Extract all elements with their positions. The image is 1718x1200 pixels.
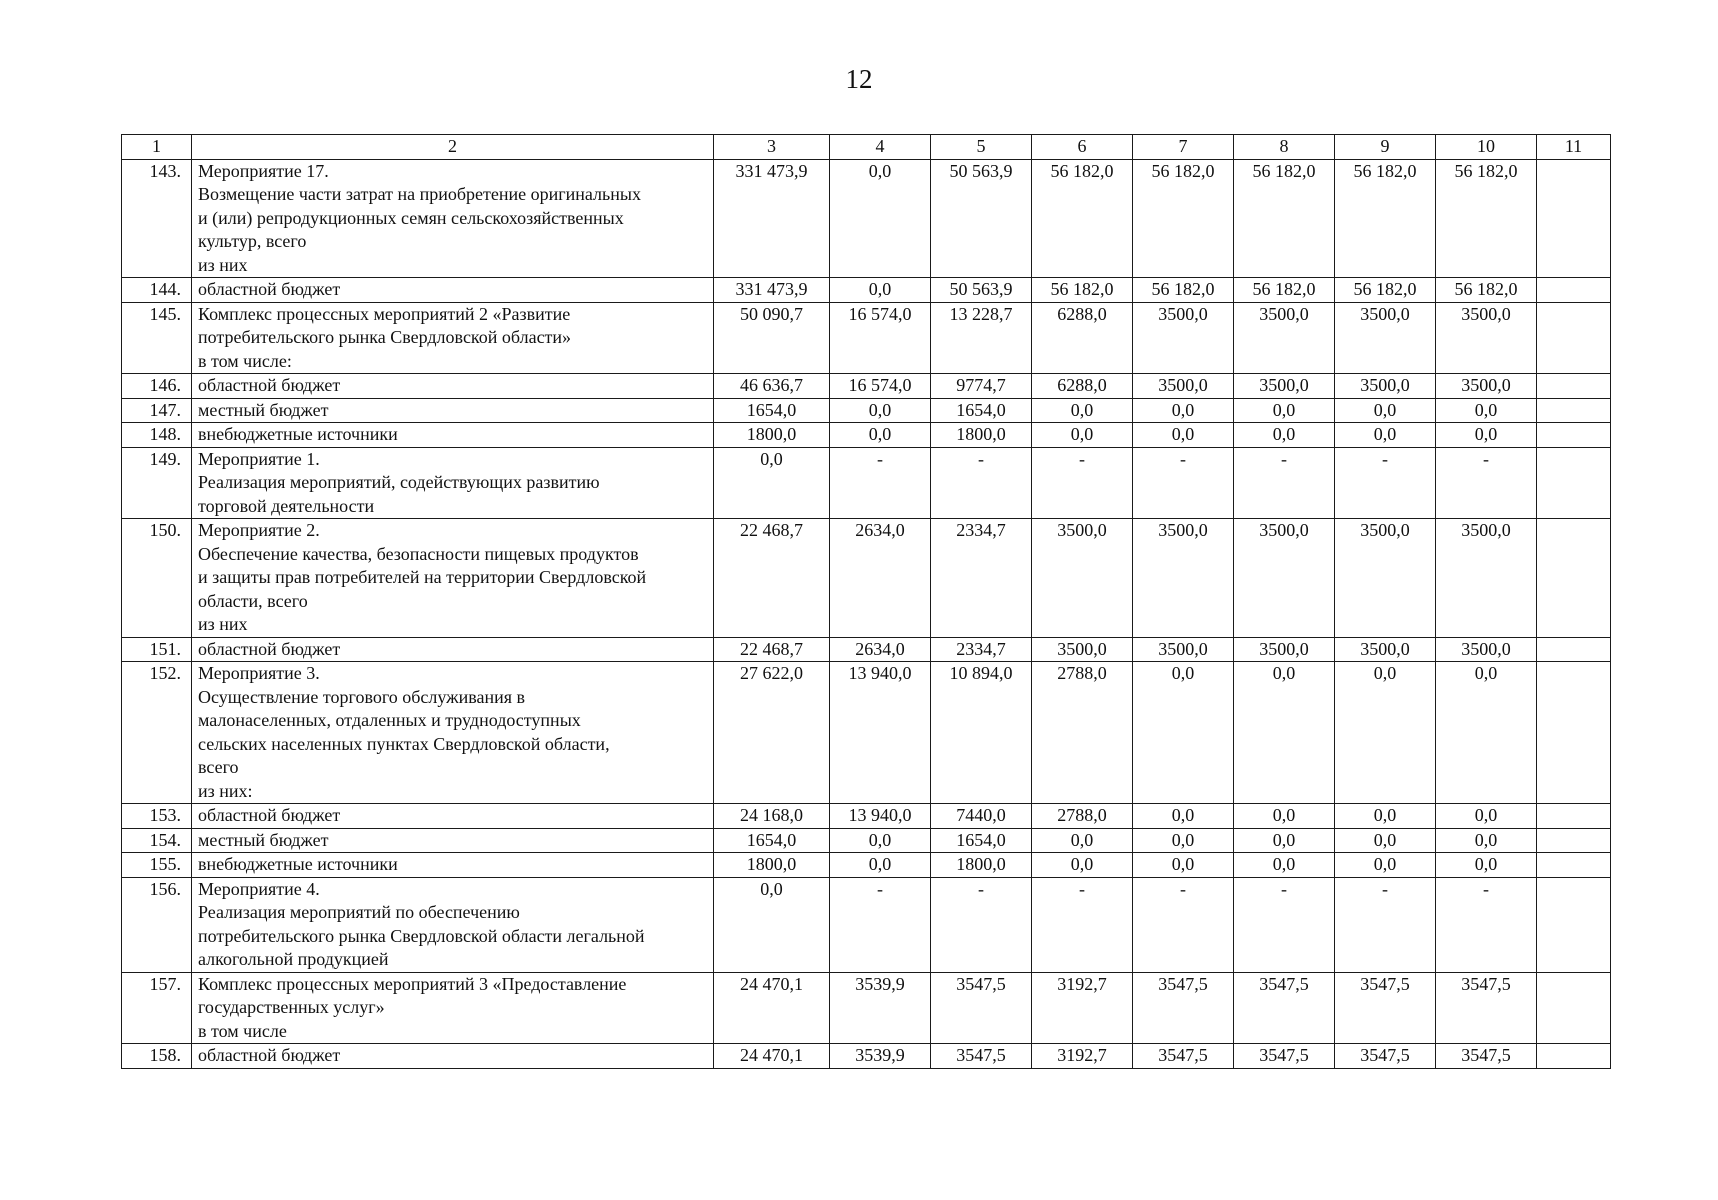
value-cell: -	[1234, 877, 1335, 972]
value-cell: 22 468,7	[714, 637, 830, 662]
table-row	[122, 828, 1611, 853]
table-row	[122, 447, 1611, 519]
value-cell: 22 468,7	[714, 519, 830, 638]
value-cell: 10 894,0	[931, 662, 1032, 804]
row-number: 153.	[122, 804, 192, 829]
table-row	[122, 877, 1611, 972]
value-cell: 1654,0	[714, 398, 830, 423]
value-cell: 24 470,1	[714, 1044, 830, 1069]
table-row	[122, 637, 1611, 662]
value-cell: 50 090,7	[714, 302, 830, 374]
value-cell: 331 473,9	[714, 159, 830, 278]
value-cell	[1537, 398, 1611, 423]
value-cell: 3500,0	[1436, 374, 1537, 399]
column-header: 3	[714, 135, 830, 160]
value-cell: 3500,0	[1234, 374, 1335, 399]
row-number: 143.	[122, 159, 192, 278]
value-cell: 0,0	[1436, 662, 1537, 804]
description-line: из них:	[198, 780, 253, 801]
row-number: 144.	[122, 278, 192, 303]
description-line: Мероприятие 1.	[198, 448, 320, 469]
value-cell: 3192,7	[1032, 972, 1133, 1044]
value-cell: 0,0	[1234, 662, 1335, 804]
row-description	[192, 519, 714, 638]
value-cell: 0,0	[714, 447, 830, 519]
value-cell: 3539,9	[830, 972, 931, 1044]
description-line: и (или) репродукционных семян сельскохозяйственных	[198, 207, 624, 228]
value-cell: 0,0	[1436, 398, 1537, 423]
value-cell: 0,0	[1032, 423, 1133, 448]
value-cell: 1654,0	[931, 828, 1032, 853]
value-cell	[1537, 374, 1611, 399]
value-cell: 0,0	[1032, 853, 1133, 878]
value-cell: 16 574,0	[830, 302, 931, 374]
description-line: в том числе	[198, 1020, 287, 1041]
value-cell: 3500,0	[1436, 519, 1537, 638]
value-cell: -	[1234, 447, 1335, 519]
row-number: 150.	[122, 519, 192, 638]
row-description	[192, 302, 714, 374]
value-cell: 3500,0	[1133, 302, 1234, 374]
value-cell: -	[830, 447, 931, 519]
value-cell: 1654,0	[714, 828, 830, 853]
value-cell	[1537, 828, 1611, 853]
value-cell	[1537, 853, 1611, 878]
value-cell: 0,0	[1234, 398, 1335, 423]
value-cell: 3500,0	[1032, 519, 1133, 638]
value-cell: 0,0	[1335, 662, 1436, 804]
value-cell: 2334,7	[931, 637, 1032, 662]
value-cell	[1537, 159, 1611, 278]
value-cell: 24 470,1	[714, 972, 830, 1044]
value-cell: 6288,0	[1032, 374, 1133, 399]
row-number: 152.	[122, 662, 192, 804]
description-line: Мероприятие 2.	[198, 520, 320, 540]
value-cell: 56 182,0	[1335, 278, 1436, 303]
value-cell	[1537, 972, 1611, 1044]
row-description	[192, 374, 714, 399]
description-line: областной бюджет	[198, 805, 341, 825]
table-row	[122, 853, 1611, 878]
value-cell: 3500,0	[1436, 302, 1537, 374]
value-cell: 3547,5	[1133, 1044, 1234, 1069]
description-line: из них	[198, 614, 248, 634]
table-row	[122, 302, 1611, 374]
table-row	[122, 804, 1611, 829]
row-number: 158.	[122, 1044, 192, 1069]
column-header: 8	[1234, 135, 1335, 160]
description-line: сельских населенных пунктах Свердловской области,	[198, 733, 610, 754]
description-line: Комплекс процессных мероприятий 3 «Предоставление	[198, 973, 627, 994]
row-number: 147.	[122, 398, 192, 423]
column-header: 5	[931, 135, 1032, 160]
description-line: областной бюджет	[198, 375, 341, 395]
value-cell: -	[1032, 447, 1133, 519]
value-cell: -	[931, 877, 1032, 972]
value-cell	[1537, 278, 1611, 303]
value-cell: 9774,7	[931, 374, 1032, 399]
value-cell: 0,0	[1133, 662, 1234, 804]
value-cell: 3547,5	[931, 972, 1032, 1044]
value-cell: 0,0	[1335, 853, 1436, 878]
row-number: 151.	[122, 637, 192, 662]
value-cell: 56 182,0	[1234, 278, 1335, 303]
value-cell	[1537, 804, 1611, 829]
table-row	[122, 159, 1611, 278]
row-number: 156.	[122, 877, 192, 972]
value-cell: 2634,0	[830, 519, 931, 638]
value-cell: 2634,0	[830, 637, 931, 662]
column-header: 11	[1537, 135, 1611, 160]
row-description	[192, 1044, 714, 1069]
value-cell: 0,0	[1234, 423, 1335, 448]
value-cell: 24 168,0	[714, 804, 830, 829]
table-row	[122, 423, 1611, 448]
description-line: Мероприятие 3.	[198, 663, 320, 683]
value-cell: 0,0	[714, 877, 830, 972]
value-cell	[1537, 877, 1611, 972]
value-cell: 3500,0	[1234, 637, 1335, 662]
value-cell: -	[1436, 447, 1537, 519]
description-line: культур, всего	[198, 231, 307, 251]
description-line: внебюджетные источники	[198, 854, 398, 874]
value-cell: 7440,0	[931, 804, 1032, 829]
value-cell: 3500,0	[1133, 637, 1234, 662]
value-cell: 0,0	[1133, 423, 1234, 448]
value-cell: 2788,0	[1032, 804, 1133, 829]
value-cell: 3192,7	[1032, 1044, 1133, 1069]
value-cell: -	[830, 877, 931, 972]
column-header: 9	[1335, 135, 1436, 160]
table-row	[122, 519, 1611, 638]
description-line: и защиты прав потребителей на территории Свердловской	[198, 567, 647, 587]
description-line: в том числе:	[198, 350, 292, 371]
description-line: потребительского рынка Свердловской области»	[198, 327, 572, 347]
value-cell: 13 228,7	[931, 302, 1032, 374]
value-cell: 3500,0	[1436, 637, 1537, 662]
description-line: из них	[198, 254, 248, 275]
description-line: Осуществление торгового обслуживания в	[198, 686, 526, 707]
value-cell	[1537, 519, 1611, 638]
value-cell	[1537, 1044, 1611, 1069]
column-header: 7	[1133, 135, 1234, 160]
row-description	[192, 972, 714, 1044]
value-cell: 0,0	[1133, 398, 1234, 423]
value-cell: 0,0	[830, 159, 931, 278]
row-description	[192, 278, 714, 303]
row-description	[192, 447, 714, 519]
description-line: местный бюджет	[198, 399, 329, 420]
value-cell	[1537, 662, 1611, 804]
row-number: 155.	[122, 853, 192, 878]
column-header: 6	[1032, 135, 1133, 160]
value-cell: 56 182,0	[1436, 278, 1537, 303]
column-header: 1	[122, 135, 192, 160]
value-cell: 0,0	[1133, 804, 1234, 829]
value-cell: 3547,5	[1234, 1044, 1335, 1069]
value-cell: 0,0	[1335, 828, 1436, 853]
value-cell: 3500,0	[1335, 637, 1436, 662]
value-cell: 56 182,0	[1234, 159, 1335, 278]
row-number: 146.	[122, 374, 192, 399]
value-cell: 0,0	[1032, 398, 1133, 423]
row-description	[192, 159, 714, 278]
value-cell: 3500,0	[1234, 302, 1335, 374]
value-cell: 56 182,0	[1133, 159, 1234, 278]
column-header: 10	[1436, 135, 1537, 160]
value-cell: 0,0	[830, 828, 931, 853]
value-cell: 3500,0	[1335, 302, 1436, 374]
table-row	[122, 398, 1611, 423]
value-cell: 50 563,9	[931, 159, 1032, 278]
row-number: 157.	[122, 972, 192, 1044]
value-cell: 46 636,7	[714, 374, 830, 399]
table-row	[122, 374, 1611, 399]
value-cell: 2334,7	[931, 519, 1032, 638]
row-description	[192, 423, 714, 448]
value-cell: 0,0	[1234, 828, 1335, 853]
description-line: всего	[198, 757, 239, 777]
description-line: Реализация мероприятий по обеспечению	[198, 902, 520, 922]
row-description	[192, 804, 714, 829]
value-cell	[1537, 302, 1611, 374]
value-cell: -	[1436, 877, 1537, 972]
value-cell	[1537, 637, 1611, 662]
row-description	[192, 877, 714, 972]
value-cell: 16 574,0	[830, 374, 931, 399]
value-cell: 1800,0	[714, 423, 830, 448]
table-row	[122, 662, 1611, 804]
description-line: малонаселенных, отдаленных и труднодоступных	[198, 710, 581, 730]
value-cell: 56 182,0	[1133, 278, 1234, 303]
value-cell: 1800,0	[931, 853, 1032, 878]
description-line: торговой деятельности	[198, 495, 375, 516]
header-row	[122, 135, 1611, 160]
row-description	[192, 828, 714, 853]
description-line: Комплекс процессных мероприятий 2 «Развитие	[198, 303, 571, 324]
value-cell: 3547,5	[1335, 972, 1436, 1044]
value-cell: 0,0	[830, 278, 931, 303]
value-cell: 0,0	[1436, 804, 1537, 829]
value-cell: 3547,5	[1335, 1044, 1436, 1069]
value-cell	[1537, 423, 1611, 448]
description-line: местный бюджет	[198, 829, 329, 850]
description-line: Реализация мероприятий, содействующих развитию	[198, 472, 600, 492]
table-row	[122, 278, 1611, 303]
value-cell: 0,0	[1436, 853, 1537, 878]
row-number: 148.	[122, 423, 192, 448]
value-cell: 3539,9	[830, 1044, 931, 1069]
value-cell: 0,0	[1436, 423, 1537, 448]
row-number: 149.	[122, 447, 192, 519]
budget-table	[121, 134, 1611, 1069]
value-cell: 0,0	[1335, 423, 1436, 448]
value-cell: 3500,0	[1335, 519, 1436, 638]
description-line: Мероприятие 17.	[198, 160, 329, 181]
value-cell: 1800,0	[931, 423, 1032, 448]
row-description	[192, 398, 714, 423]
description-line: областной бюджет	[198, 1045, 341, 1065]
value-cell	[1537, 447, 1611, 519]
value-cell: 3500,0	[1335, 374, 1436, 399]
value-cell: -	[1133, 447, 1234, 519]
value-cell: 0,0	[830, 853, 931, 878]
value-cell: 13 940,0	[830, 662, 931, 804]
value-cell: 0,0	[830, 423, 931, 448]
description-line: областной бюджет	[198, 638, 341, 659]
value-cell: 56 182,0	[1032, 159, 1133, 278]
value-cell: 1654,0	[931, 398, 1032, 423]
value-cell: -	[1335, 877, 1436, 972]
description-line: потребительского рынка Свердловской области легальной	[198, 925, 645, 946]
value-cell: 3500,0	[1234, 519, 1335, 638]
row-number: 154.	[122, 828, 192, 853]
value-cell: 1800,0	[714, 853, 830, 878]
value-cell: 0,0	[1436, 828, 1537, 853]
table-row	[122, 972, 1611, 1044]
description-line: Мероприятие 4.	[198, 878, 320, 899]
value-cell: 0,0	[1234, 853, 1335, 878]
page-number: 12	[845, 64, 873, 94]
value-cell: 3547,5	[1436, 1044, 1537, 1069]
value-cell: 0,0	[1335, 804, 1436, 829]
description-line: Возмещение части затрат на приобретение оригинальных	[198, 184, 641, 204]
row-description	[192, 662, 714, 804]
value-cell: 13 940,0	[830, 804, 931, 829]
value-cell: -	[1032, 877, 1133, 972]
value-cell: 3547,5	[931, 1044, 1032, 1069]
value-cell: 3500,0	[1032, 637, 1133, 662]
row-description	[192, 853, 714, 878]
value-cell: 331 473,9	[714, 278, 830, 303]
column-header: 2	[192, 135, 714, 160]
description-line: области, всего	[198, 590, 308, 611]
description-line: внебюджетные источники	[198, 424, 398, 444]
value-cell: 0,0	[830, 398, 931, 423]
value-cell: 0,0	[1234, 804, 1335, 829]
value-cell: 0,0	[1032, 828, 1133, 853]
value-cell: 3547,5	[1436, 972, 1537, 1044]
value-cell: 27 622,0	[714, 662, 830, 804]
value-cell: 2788,0	[1032, 662, 1133, 804]
value-cell: 50 563,9	[931, 278, 1032, 303]
table-row	[122, 1044, 1611, 1069]
description-line: Обеспечение качества, безопасности пищевых продуктов	[198, 543, 639, 564]
value-cell: -	[1133, 877, 1234, 972]
value-cell: 0,0	[1133, 853, 1234, 878]
value-cell: -	[1335, 447, 1436, 519]
value-cell: 3500,0	[1133, 519, 1234, 638]
description-line: государственных услуг»	[198, 997, 385, 1017]
value-cell: 56 182,0	[1032, 278, 1133, 303]
value-cell: 3547,5	[1234, 972, 1335, 1044]
value-cell: 56 182,0	[1436, 159, 1537, 278]
description-line: областной бюджет	[198, 279, 341, 299]
value-cell: -	[931, 447, 1032, 519]
value-cell: 3500,0	[1133, 374, 1234, 399]
description-line: алкогольной продукцией	[198, 949, 389, 969]
row-number: 145.	[122, 302, 192, 374]
value-cell: 0,0	[1133, 828, 1234, 853]
value-cell: 56 182,0	[1335, 159, 1436, 278]
row-description	[192, 637, 714, 662]
value-cell: 6288,0	[1032, 302, 1133, 374]
value-cell: 3547,5	[1133, 972, 1234, 1044]
value-cell: 0,0	[1335, 398, 1436, 423]
column-header: 4	[830, 135, 931, 160]
